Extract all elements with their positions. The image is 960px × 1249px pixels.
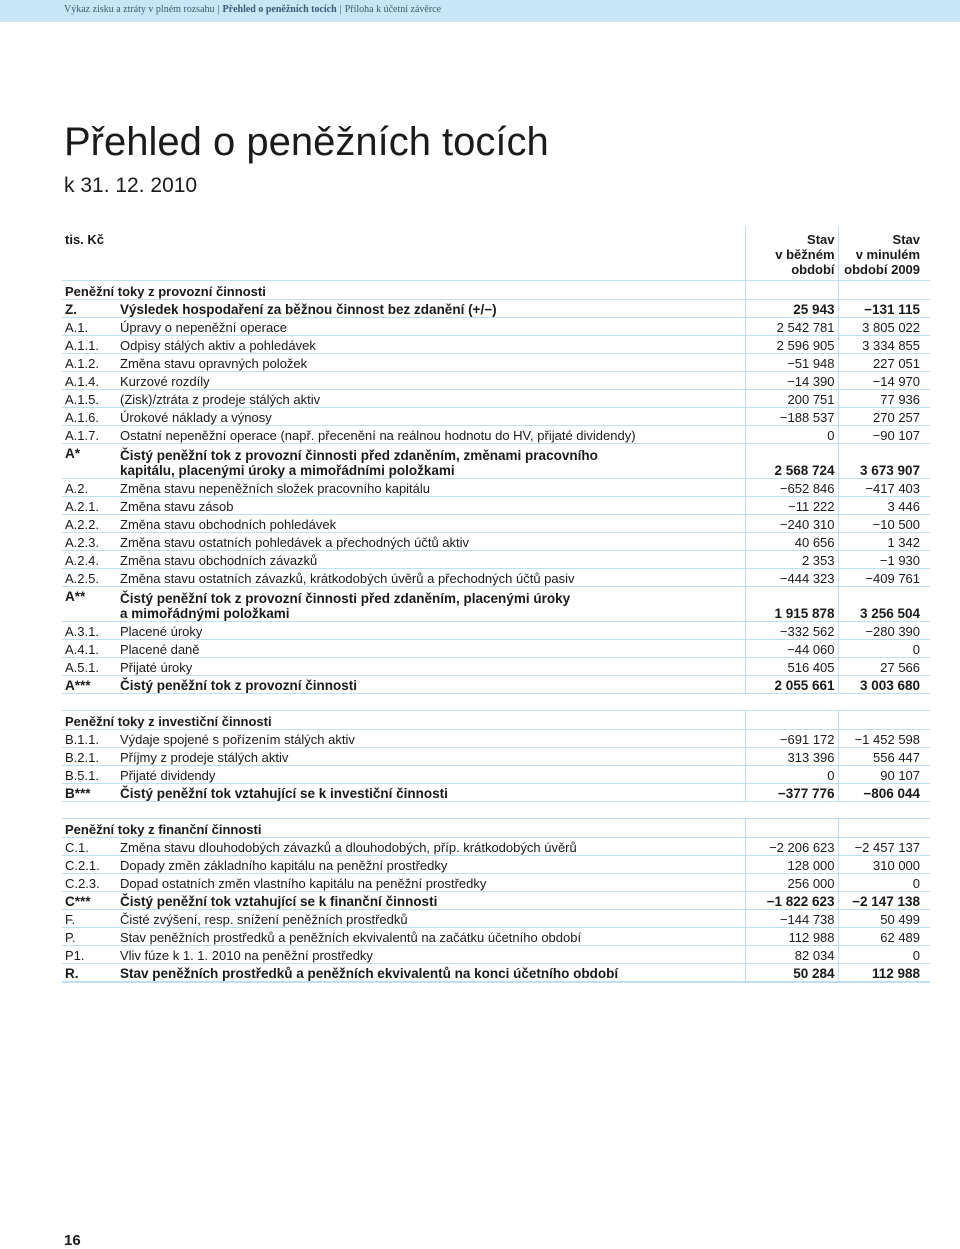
- table-row: [62, 551, 930, 569]
- row-code: F.: [62, 910, 117, 928]
- spacer-cell: [838, 694, 930, 711]
- row-code: A***: [62, 676, 117, 694]
- table-header-row: [62, 226, 930, 281]
- value-previous: 1 342: [838, 533, 930, 551]
- spacer-row: [62, 694, 930, 711]
- row-label: Změna stavu obchodních pohledávek: [117, 515, 745, 533]
- row-label-line: kapitálu, placenými úroky a mimořádními položkami: [120, 463, 455, 478]
- row-label: Výsledek hospodaření za běžnou činnost bez zdanění (+/−): [117, 300, 745, 318]
- top-bar: [0, 0, 960, 22]
- row-code: A.1.6.: [62, 408, 117, 426]
- column-header-current: [745, 226, 838, 281]
- spacer-cell: [62, 802, 117, 819]
- value-previous: 0: [838, 640, 930, 658]
- cash-flow-table-body: [62, 226, 930, 982]
- row-label: Změna stavu ostatních pohledávek a přechodných účtů aktiv: [117, 533, 745, 551]
- table-row: [62, 928, 930, 946]
- row-label: Stav peněžních prostředků a peněžních ekvivalentů na konci účetního období: [117, 964, 745, 983]
- breadcrumb-separator: |: [217, 4, 220, 15]
- spacer-row: [62, 802, 930, 819]
- value-previous: 62 489: [838, 928, 930, 946]
- total-row: [62, 964, 930, 983]
- row-label: Stav peněžních prostředků a peněžních ekvivalentů na začátku účetního období: [117, 928, 745, 946]
- cash-flow-table: [62, 226, 930, 983]
- row-label: Ostatní nepeněžní operace (např. přecenění na reálnou hodnotu do HV, přijaté dividendy): [117, 426, 745, 444]
- row-code: C.2.3.: [62, 874, 117, 892]
- section-heading: Peněžní toky z investiční činnosti: [62, 711, 745, 730]
- subtotal-row: [62, 444, 930, 479]
- row-code: A**: [62, 587, 117, 622]
- page-subtitle: k 31. 12. 2010: [64, 174, 198, 197]
- table-row: [62, 515, 930, 533]
- section-heading-row: [62, 281, 930, 300]
- value-previous: −806 044: [838, 784, 930, 802]
- value-previous: 556 447: [838, 748, 930, 766]
- value-previous: 112 988: [838, 964, 930, 983]
- value-previous: 227 051: [838, 354, 930, 372]
- row-label: [117, 587, 745, 622]
- value-previous: −2 457 137: [838, 838, 930, 856]
- row-code: A.2.1.: [62, 497, 117, 515]
- row-label: Výdaje spojené s pořízením stálých aktiv: [117, 730, 745, 748]
- row-code: A.1.2.: [62, 354, 117, 372]
- page-title: Přehled o peněžních tocích: [64, 120, 549, 164]
- value-current: −11 222: [745, 497, 838, 515]
- table-row: [62, 856, 930, 874]
- row-label: Placené úroky: [117, 622, 745, 640]
- table-row: [62, 426, 930, 444]
- row-label: Změna stavu obchodních závazků: [117, 551, 745, 569]
- value-current: −44 060: [745, 640, 838, 658]
- value-current: −652 846: [745, 479, 838, 497]
- value-previous: 27 566: [838, 658, 930, 676]
- row-code: C.2.1.: [62, 856, 117, 874]
- value-previous: −1 930: [838, 551, 930, 569]
- section-heading: Peněžní toky z finanční činnosti: [62, 819, 745, 838]
- value-current: 313 396: [745, 748, 838, 766]
- value-current: −188 537: [745, 408, 838, 426]
- value-current: 40 656: [745, 533, 838, 551]
- value-current: 0: [745, 426, 838, 444]
- row-label: Změna stavu nepeněžních složek pracovního kapitálu: [117, 479, 745, 497]
- value-previous: 0: [838, 946, 930, 964]
- value-previous: 90 107: [838, 766, 930, 784]
- value-previous: −90 107: [838, 426, 930, 444]
- row-label: Přijaté úroky: [117, 658, 745, 676]
- row-code: A.2.: [62, 479, 117, 497]
- table-row: [62, 910, 930, 928]
- value-current: −332 562: [745, 622, 838, 640]
- value-previous: 3 673 907: [838, 444, 930, 479]
- row-label: Kurzové rozdíly: [117, 372, 745, 390]
- spacer-cell: [117, 802, 745, 819]
- breadcrumb: [64, 4, 441, 15]
- row-code: A.1.5.: [62, 390, 117, 408]
- breadcrumb-separator: |: [339, 4, 342, 15]
- row-label: Přijaté dividendy: [117, 766, 745, 784]
- row-code: B.1.1.: [62, 730, 117, 748]
- value-current: 2 542 781: [745, 318, 838, 336]
- table-row: [62, 569, 930, 587]
- row-label: Odpisy stálých aktiv a pohledávek: [117, 336, 745, 354]
- value-current: −377 776: [745, 784, 838, 802]
- breadcrumb-item-cash-flow[interactable]: Přehled o peněžních tocích: [222, 4, 337, 15]
- table-row: [62, 497, 930, 515]
- value-current: −1 822 623: [745, 892, 838, 910]
- table-row: [62, 336, 930, 354]
- value-previous: −1 452 598: [838, 730, 930, 748]
- table-row: [62, 640, 930, 658]
- value-previous: 270 257: [838, 408, 930, 426]
- value-previous: 3 446: [838, 497, 930, 515]
- value-current: 256 000: [745, 874, 838, 892]
- column-header-current-line: v běžném: [775, 247, 835, 262]
- total-row: [62, 784, 930, 802]
- section-heading-row: [62, 711, 930, 730]
- table-row: [62, 730, 930, 748]
- value-current: 128 000: [745, 856, 838, 874]
- table-row: [62, 658, 930, 676]
- row-code: A.1.: [62, 318, 117, 336]
- value-current: −2 206 623: [745, 838, 838, 856]
- value-current: 25 943: [745, 300, 838, 318]
- row-code: A*: [62, 444, 117, 479]
- value-previous: 3 256 504: [838, 587, 930, 622]
- value-current: 0: [745, 766, 838, 784]
- spacer-cell: [117, 694, 745, 711]
- table-row: [62, 533, 930, 551]
- row-label: (Zisk)/ztráta z prodeje stálých aktiv: [117, 390, 745, 408]
- spacer-cell: [62, 694, 117, 711]
- table-row: [62, 372, 930, 390]
- empty-cell: [838, 281, 930, 300]
- value-current: 1 915 878: [745, 587, 838, 622]
- row-code: A.2.2.: [62, 515, 117, 533]
- table-row: [62, 874, 930, 892]
- row-code: A.2.3.: [62, 533, 117, 551]
- table-row: [62, 479, 930, 497]
- table-row: [62, 838, 930, 856]
- row-label-line: Čistý peněžní tok z provozní činnosti před zdaněním, změnami pracovního: [120, 448, 598, 463]
- row-label: [117, 444, 745, 479]
- column-header-previous-line: Stav: [892, 232, 921, 247]
- row-code: A.1.1.: [62, 336, 117, 354]
- row-label: Příjmy z prodeje stálých aktiv: [117, 748, 745, 766]
- breadcrumb-item-income-statement[interactable]: Výkaz zisku a ztráty v plném rozsahu: [64, 4, 215, 15]
- value-current: 516 405: [745, 658, 838, 676]
- value-previous: 3 805 022: [838, 318, 930, 336]
- table-row: [62, 390, 930, 408]
- section-heading: Peněžní toky z provozní činnosti: [62, 281, 745, 300]
- empty-cell: [745, 281, 838, 300]
- row-code: B***: [62, 784, 117, 802]
- row-label: Změna stavu zásob: [117, 497, 745, 515]
- empty-cell: [838, 819, 930, 838]
- row-label: Změna stavu dlouhodobých závazků a dlouhodobých, příp. krátkodobých úvěrů: [117, 838, 745, 856]
- value-current: 2 353: [745, 551, 838, 569]
- spacer-cell: [745, 802, 838, 819]
- row-label: Čistý peněžní tok vztahující se k finanční činnosti: [117, 892, 745, 910]
- table-row: [62, 354, 930, 372]
- row-code: B.2.1.: [62, 748, 117, 766]
- value-previous: −14 970: [838, 372, 930, 390]
- table-row: [62, 748, 930, 766]
- total-row: [62, 676, 930, 694]
- value-previous: 77 936: [838, 390, 930, 408]
- column-header-previous-line: v minulém: [855, 247, 921, 262]
- value-current: −240 310: [745, 515, 838, 533]
- row-code: A.4.1.: [62, 640, 117, 658]
- section-heading-row: [62, 819, 930, 838]
- row-code: Z.: [62, 300, 117, 318]
- value-previous: 0: [838, 874, 930, 892]
- row-label: Vliv fúze k 1. 1. 2010 na peněžní prostředky: [117, 946, 745, 964]
- empty-cell: [838, 711, 930, 730]
- total-row: [62, 892, 930, 910]
- value-current: −14 390: [745, 372, 838, 390]
- table-row: [62, 622, 930, 640]
- column-header-current-line: Stav: [807, 232, 835, 247]
- row-label: Změna stavu ostatních závazků, krátkodobých úvěrů a přechodných účtů pasiv: [117, 569, 745, 587]
- row-label: Placené daně: [117, 640, 745, 658]
- row-code: C.1.: [62, 838, 117, 856]
- empty-cell: [745, 711, 838, 730]
- value-previous: −409 761: [838, 569, 930, 587]
- row-code: P.: [62, 928, 117, 946]
- table-row: [62, 318, 930, 336]
- row-label: Čistý peněžní tok z provozní činnosti: [117, 676, 745, 694]
- empty-cell: [745, 819, 838, 838]
- column-header-current-line: období: [791, 262, 835, 277]
- row-code: A.2.5.: [62, 569, 117, 587]
- value-current: −444 323: [745, 569, 838, 587]
- page-number: 16: [64, 1232, 81, 1249]
- value-previous: −10 500: [838, 515, 930, 533]
- value-current: 2 568 724: [745, 444, 838, 479]
- value-current: 112 988: [745, 928, 838, 946]
- row-label: Úrokové náklady a výnosy: [117, 408, 745, 426]
- value-current: 2 055 661: [745, 676, 838, 694]
- value-current: −51 948: [745, 354, 838, 372]
- value-current: −144 738: [745, 910, 838, 928]
- row-code: A.1.7.: [62, 426, 117, 444]
- row-label: Dopady změn základního kapitálu na peněžní prostředky: [117, 856, 745, 874]
- spacer-cell: [838, 802, 930, 819]
- row-code: P1.: [62, 946, 117, 964]
- value-previous: 3 334 855: [838, 336, 930, 354]
- column-header-previous-line: období 2009: [844, 262, 921, 277]
- value-previous: −417 403: [838, 479, 930, 497]
- unit-label: tis. Kč: [62, 226, 745, 281]
- subtotal-row: [62, 587, 930, 622]
- value-previous: 50 499: [838, 910, 930, 928]
- row-label: Čistý peněžní tok vztahující se k investiční činnosti: [117, 784, 745, 802]
- table-row: [62, 408, 930, 426]
- value-previous: −280 390: [838, 622, 930, 640]
- value-previous: −131 115: [838, 300, 930, 318]
- row-label: Dopad ostatních změn vlastního kapitálu na peněžní prostředky: [117, 874, 745, 892]
- value-current: 50 284: [745, 964, 838, 983]
- row-label-line: a mimořádnými položkami: [120, 606, 290, 621]
- value-current: 2 596 905: [745, 336, 838, 354]
- row-code: A.5.1.: [62, 658, 117, 676]
- value-previous: −2 147 138: [838, 892, 930, 910]
- breadcrumb-item-notes[interactable]: Příloha k účetní závěrce: [344, 4, 442, 15]
- table-row: [62, 766, 930, 784]
- value-current: −691 172: [745, 730, 838, 748]
- value-previous: 310 000: [838, 856, 930, 874]
- row-code: C***: [62, 892, 117, 910]
- spacer-cell: [745, 694, 838, 711]
- table-row: [62, 946, 930, 964]
- row-label: Změna stavu opravných položek: [117, 354, 745, 372]
- row-code: A.2.4.: [62, 551, 117, 569]
- value-previous: 3 003 680: [838, 676, 930, 694]
- row-code: A.1.4.: [62, 372, 117, 390]
- row-label: Čisté zvýšení, resp. snížení peněžních prostředků: [117, 910, 745, 928]
- value-current: 200 751: [745, 390, 838, 408]
- column-header-previous: [838, 226, 930, 281]
- row-code: R.: [62, 964, 117, 983]
- row-code: B.5.1.: [62, 766, 117, 784]
- total-row: [62, 300, 930, 318]
- row-code: A.3.1.: [62, 622, 117, 640]
- value-current: 82 034: [745, 946, 838, 964]
- row-label-line: Čistý peněžní tok z provozní činnosti před zdaněním, placenými úroky: [120, 591, 571, 606]
- row-label: Úpravy o nepeněžní operace: [117, 318, 745, 336]
